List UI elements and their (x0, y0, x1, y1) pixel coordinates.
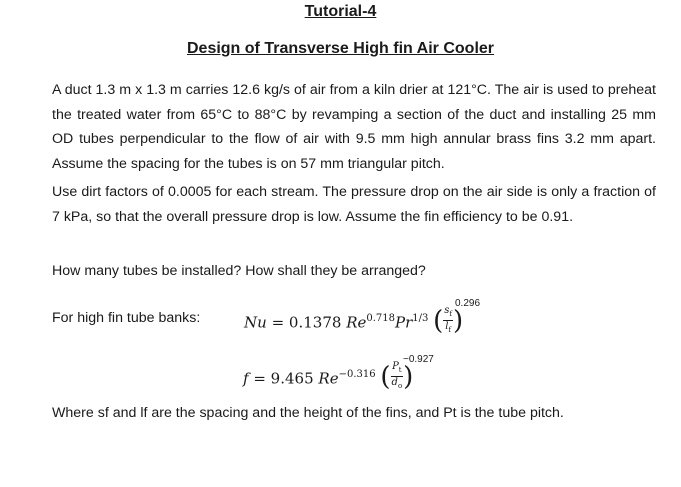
friction-coefficient: = 9.465 (253, 369, 314, 388)
document-subtitle: Design of Transverse High fin Air Cooler (186, 40, 495, 57)
friction-re-exponent: −0.316 (338, 368, 376, 380)
left-paren: ( (380, 361, 391, 392)
tube-pitch-subscript: t (398, 366, 402, 374)
assumptions-paragraph: Use dirt factors of 0.0005 for each stream. The pressure drop on the air side is only a fraction of 7 kPa, so that the overall pressure drop is low. Assume the fin efficiency to be 0.91. (52, 184, 656, 225)
fin-ratio-exponent: 0.296 (455, 298, 481, 309)
right-paren: ) (403, 361, 414, 392)
friction-re-symbol: Re (318, 369, 339, 388)
tutorial-title: Tutorial-4 (304, 3, 377, 20)
correlation-label: For high fin tube banks: (52, 310, 201, 326)
nu-symbol: Nu (244, 313, 267, 332)
nu-equation (244, 305, 464, 339)
fin-spacing-symbol: s (444, 305, 450, 316)
tube-pitch-symbol: P (392, 361, 399, 372)
tube-od-subscript: o (397, 382, 403, 390)
friction-equation (243, 361, 414, 395)
nu-coefficient: = 0.1378 (271, 313, 342, 332)
fin-ratio-fraction (443, 305, 453, 336)
pitch-ratio-fraction (391, 361, 404, 392)
nu-re-symbol: Re (346, 313, 367, 332)
right-paren: ) (453, 305, 464, 336)
nu-re-exponent: 0.718 (366, 312, 395, 324)
fin-height-symbol: l (445, 321, 449, 332)
tube-od-symbol: d (391, 377, 398, 388)
pitch-ratio-exponent: −0.927 (403, 354, 434, 365)
fin-spacing-subscript: f (449, 310, 453, 318)
footnote-text: Where sf and lf are the spacing and the height of the fins, and Pt is the tube pitch. (52, 405, 564, 421)
friction-symbol: f (243, 369, 249, 388)
question-text: How many tubes be installed? How shall they be arranged? (52, 263, 426, 279)
nu-pr-exponent: 1/3 (412, 312, 429, 324)
problem-paragraph: A duct 1.3 m x 1.3 m carries 12.6 kg/s of air from a kiln drier at 121°C. The air is used to preheat the treated water from 65°C to 88°C by revamping a section of the duct and installing 25 mm OD tubes perpendicular to the flow of air with 9.5 mm high annular brass fins 3.2 mm apart. Assume the spacing for the tubes is on 57 mm triangular pitch. (52, 82, 656, 172)
left-paren: ( (433, 305, 444, 336)
fin-height-subscript: f (448, 326, 452, 334)
nu-pr-symbol: Pr (395, 313, 413, 332)
